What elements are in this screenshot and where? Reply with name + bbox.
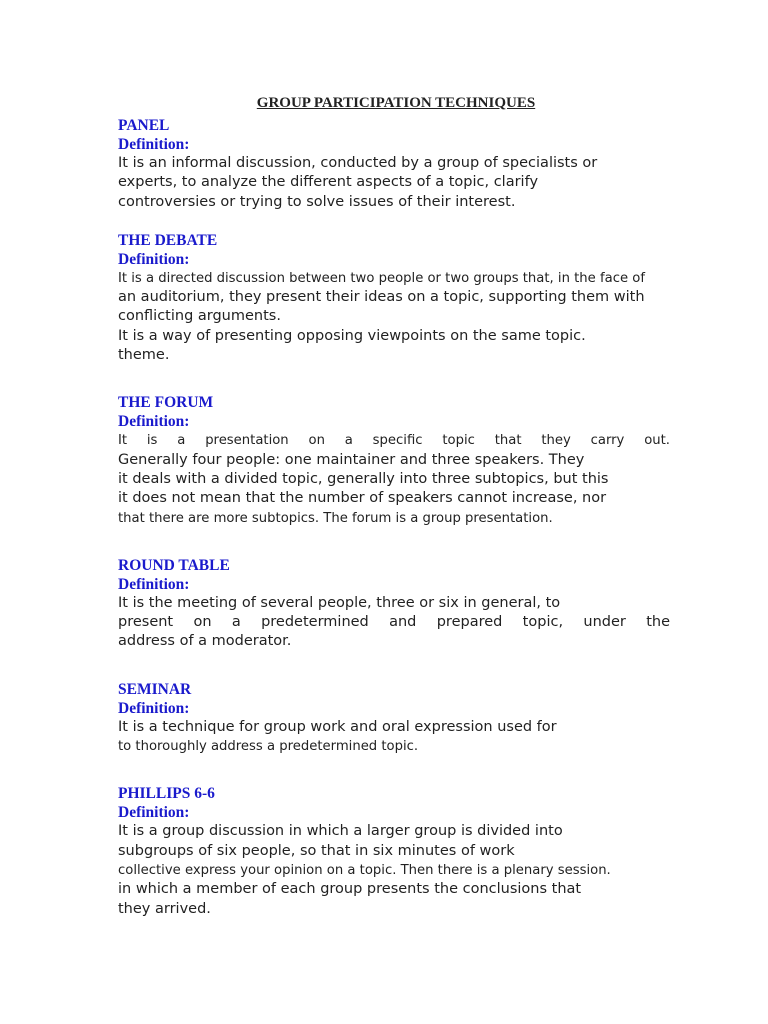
section-heading: ROUND TABLE [118,556,230,574]
body-line: Generally four people: one maintainer and three speakers. They [118,451,585,468]
document-title: GROUP PARTICIPATION TECHNIQUES [256,95,536,111]
section-heading: PHILLIPS 6-6 [118,785,215,803]
section-seminar [118,680,670,757]
body-line: it deals with a divided topic, generally into three subtopics, but this [118,470,609,487]
body-line: theme. [118,347,170,364]
section-heading: THE FORUM [118,394,214,412]
section-heading: PANEL [118,117,170,134]
section-forum [118,393,670,527]
section-round-table [118,556,670,652]
body-line: to thoroughly address a predetermined topic. [118,739,419,755]
section-debate [118,231,670,365]
body-line: It is a technique for group work and oral expression used for [118,718,557,735]
body-line: It is an informal discussion, conducted by a group of specialists or [118,155,598,171]
body-line: in which a member of each group presents the conclusions that [118,881,582,898]
definition-label: Definition: [118,413,190,431]
section-heading: THE DEBATE [118,231,218,249]
body-line: that there are more subtopics. The forum is a group presentation. [118,510,553,526]
body-line: it does not mean that the number of speakers cannot increase, nor [118,490,607,507]
body-line: It is a way of presenting opposing viewpoints on the same topic. [118,327,586,344]
body-line: collective express your opinion on a topic. Then there is a plenary session. [118,862,611,878]
body-line: address of a moderator. [118,633,292,650]
body-line: conflicting arguments. [118,308,281,325]
body-line: experts, to analyze the different aspects of a topic, clarify [118,174,539,191]
body-line: an auditorium, they present their ideas on a topic, supporting them with [118,289,645,306]
section-phillips-6-6 [118,784,670,918]
body-line: controversies or trying to solve issues of their interest. [118,193,516,210]
document-page [118,94,670,919]
body-line: It is the meeting of several people, three or six in general, to [118,594,561,611]
definition-label: Definition: [118,804,190,822]
section-heading: SEMINAR [118,680,192,698]
definition-label: Definition: [118,136,190,153]
body-line: It is a directed discussion between two people or two groups that, in the face of [118,270,645,286]
section-panel [118,116,670,212]
body-line: present on a predetermined and prepared topic, under the [118,614,670,631]
body-line: It is a group discussion in which a larger group is divided into [118,823,563,840]
body-line: subgroups of six people, so that in six minutes of work [118,842,515,859]
definition-label: Definition: [118,699,190,717]
body-line: they arrived. [118,900,211,917]
definition-label: Definition: [118,250,190,268]
body-line: It is a presentation on a specific topic that they carry out. [118,433,670,449]
definition-label: Definition: [118,575,190,593]
